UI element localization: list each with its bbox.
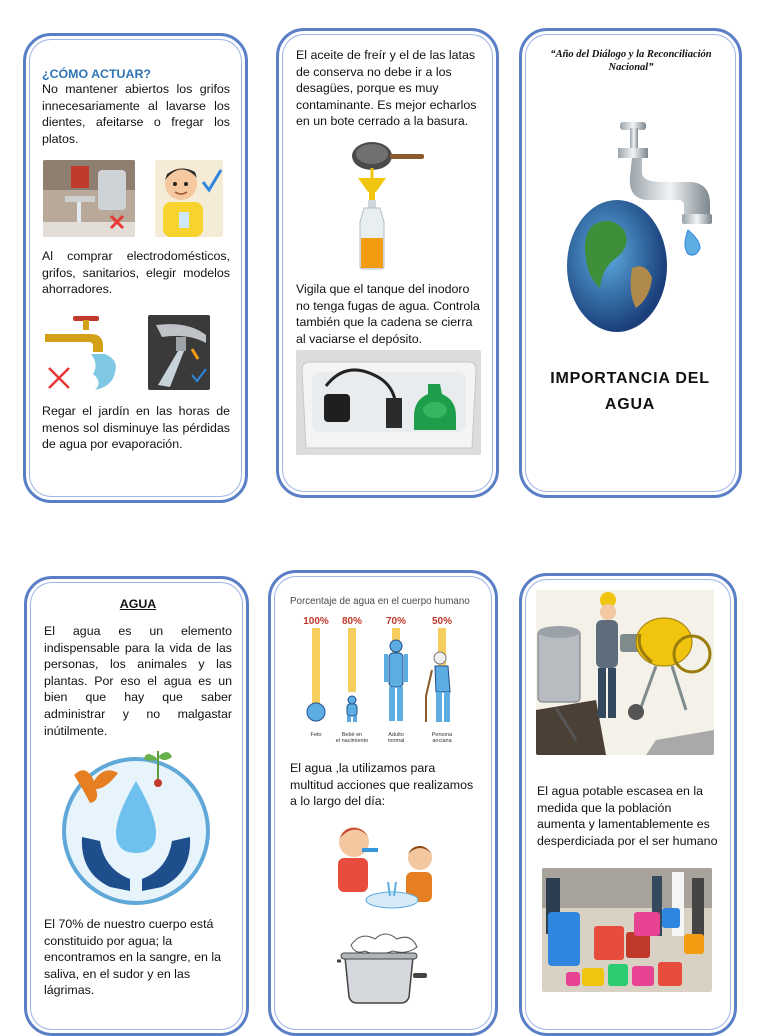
cover-title-line2: AGUA bbox=[604, 396, 656, 413]
fetus-figure bbox=[307, 703, 325, 721]
water-saving-tap-photo bbox=[148, 315, 210, 390]
hands-water-drop-logo bbox=[60, 745, 215, 905]
como-actuar-heading: ¿CÓMO ACTUAR? bbox=[42, 67, 151, 81]
life-stage-label: Persona anciana bbox=[431, 732, 453, 744]
worker-concrete-mixer-illustration bbox=[536, 590, 714, 755]
motto-text: “Año del Diálogo y la Reconciliación Nacional” bbox=[550, 49, 712, 73]
water-percent-label: 50% bbox=[431, 616, 453, 627]
cooking-pot-illustration bbox=[337, 925, 427, 1005]
cover-title-line1: IMPORTANCIA DEL bbox=[550, 370, 710, 387]
adult-figure bbox=[384, 640, 408, 721]
water-percent-label: 70% bbox=[385, 616, 407, 627]
tip-electrodomesticos-text: Al comprar electrodomésticos, grifos, sanitarios, elegir modelos ahorradores. bbox=[42, 249, 230, 297]
toilet-tank-bottle-photo bbox=[296, 350, 481, 455]
wasting-tap-photo bbox=[43, 160, 135, 237]
life-stage-label: Bebé en el nacimiento bbox=[335, 732, 369, 744]
life-stage-label: Feto bbox=[310, 732, 322, 738]
children-washing-illustration bbox=[332, 820, 442, 916]
tip-regar-text: Regar el jardín en las horas de menos sol disminuye las pérdidas de agua por evaporación. bbox=[42, 404, 230, 452]
boy-brushing-teeth-illustration bbox=[155, 160, 223, 237]
agua-cuerpo-text: El 70% de nuestro cuerpo está constituido por agua; la encontramos en la sangre, en la saliva, en el sudor y en las lágrimas. bbox=[44, 917, 222, 998]
life-stage-label: Adulto normal bbox=[387, 732, 405, 744]
escasez-text: El agua potable escasea en la medida que la población aumenta y lamentablemente es desperdiciada por el ser humano bbox=[537, 784, 718, 848]
agua-description-text: El agua es un elemento indispensable para la vida de las personas, los animales y las plantas. Por eso el agua es un bien que hay que saber administrar y no malgastar inútilmente. bbox=[44, 624, 232, 738]
dripping-tap-illustration bbox=[43, 312, 123, 392]
water-percent-label: 100% bbox=[303, 616, 329, 627]
earth-faucet-illustration bbox=[562, 118, 717, 340]
tip-aceite-text: El aceite de freír y el de las latas de conserva no debe ir a los desagües, porque es muy contaminante. Es mejor echarlos en un bote cerrado a la basura. bbox=[296, 48, 477, 129]
agua-heading: AGUA bbox=[119, 597, 157, 611]
people-water-containers-photo bbox=[542, 868, 712, 992]
elderly-figure bbox=[426, 652, 450, 722]
agua-uso-text: El agua ,la utilizamos para multitud acciones que realizamos a lo largo del día: bbox=[290, 761, 474, 809]
body-water-infographic bbox=[290, 596, 476, 748]
oil-pan-funnel-bottle-illustration bbox=[348, 138, 428, 270]
water-percent-bar bbox=[348, 628, 356, 692]
water-percent-bar bbox=[312, 628, 320, 708]
tip-inodoro-text: Vigila que el tanque del inodoro no tenga fugas de agua. Controla también que la cadena se cierra al vaciarse el depósito. bbox=[296, 282, 480, 346]
water-percent-label: 80% bbox=[341, 616, 363, 627]
tip-grifos-text: No mantener abiertos los grifos innecesariamente al lavarse los dientes, afeitarse o fregar los platos. bbox=[42, 82, 230, 146]
baby-figure bbox=[347, 696, 357, 722]
infographic-title: Porcentaje de agua en el cuerpo humano bbox=[290, 596, 470, 607]
